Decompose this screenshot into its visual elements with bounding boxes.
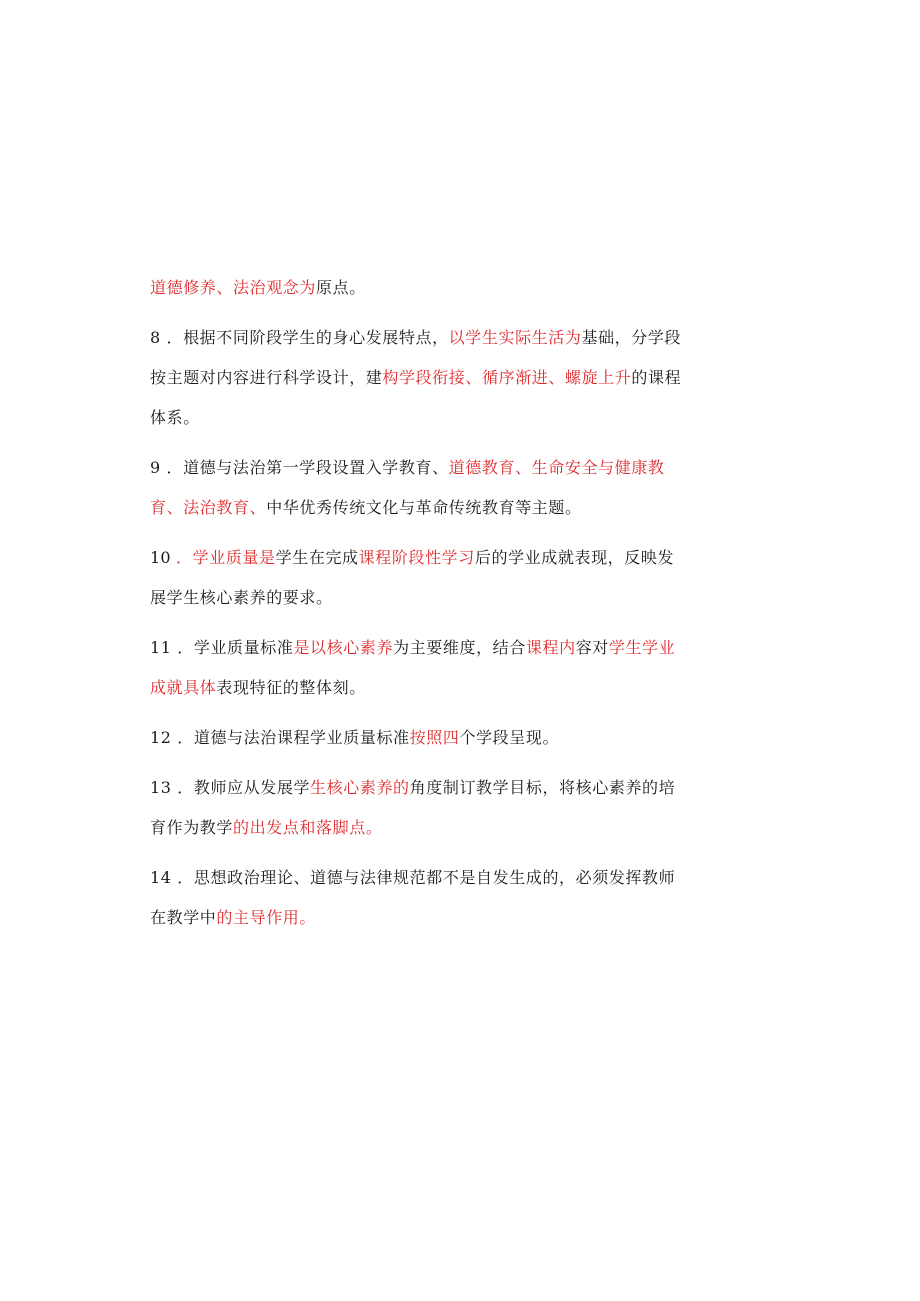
text-segment: 道德教育、生命安全与健康教育、法治教育、	[150, 458, 665, 517]
text-segment: 12 ．道德与法治课程学业质量标准	[150, 728, 410, 747]
text-segment: 后的学业成就表现，反映发展学生核心素养的要求。	[150, 548, 675, 607]
text-segment: 是以核心素养	[293, 638, 394, 657]
text-segment: 基础，分学段按主题对内容进行科学设计，建	[150, 328, 682, 387]
text-segment: 14 ．思想政治理论、道德与法律规范都不是自发生成的，必须发挥教师在教学中	[150, 868, 676, 927]
text-segment: 11 ．学业质量标准	[150, 638, 294, 657]
paragraph-item-8	[150, 318, 690, 438]
paragraph-item-12	[150, 718, 690, 758]
paragraph-item-11	[150, 628, 690, 708]
text-segment: 为主要维度，结合	[393, 638, 526, 657]
paragraph-item-13	[150, 768, 690, 848]
document-body	[150, 268, 690, 948]
text-segment: 表现特征的整体刻。	[216, 678, 366, 697]
paragraph-item-10	[150, 538, 690, 618]
text-segment: 中华优秀传统文化与革命传统教育等主题。	[266, 498, 582, 517]
text-segment: 容对	[575, 638, 609, 657]
text-segment: 角度制订教学目标，将核心素养的培育作为教学	[150, 778, 676, 837]
text-segment: 构学段衔接、循序渐进、螺旋上升	[382, 368, 632, 387]
paragraph-continuation	[150, 268, 690, 308]
text-segment: ．学业质量是	[176, 548, 276, 567]
text-segment: 9 ．道德与法治第一学段设置入学教育、	[150, 458, 449, 477]
text-segment: 学生在完成	[275, 548, 359, 567]
text-segment: 的主导作用。	[216, 908, 317, 927]
text-segment: 的课程体系。	[150, 368, 682, 427]
text-segment: 学生学业成就具体	[150, 638, 676, 697]
text-segment: 以学生实际生活为	[448, 328, 582, 347]
text-segment: 10	[150, 548, 177, 567]
text-segment: 按照四	[409, 728, 460, 747]
paragraph-item-14	[150, 858, 690, 938]
text-segment: 8 ．根据不同阶段学生的身心发展特点，	[150, 328, 449, 347]
text-segment: 道德修养、法治观念为	[150, 278, 317, 297]
paragraph-item-9	[150, 448, 690, 528]
text-segment: 生核心素养的	[310, 778, 410, 797]
text-segment: 原点。	[316, 278, 366, 297]
text-segment: 个学段呈现。	[459, 728, 560, 747]
text-segment: 的出发点和落脚点。	[233, 818, 383, 837]
text-segment: 13 ．教师应从发展学	[150, 778, 311, 797]
text-segment: 课程阶段性学习	[358, 548, 475, 567]
text-segment: 课程内	[525, 638, 576, 657]
